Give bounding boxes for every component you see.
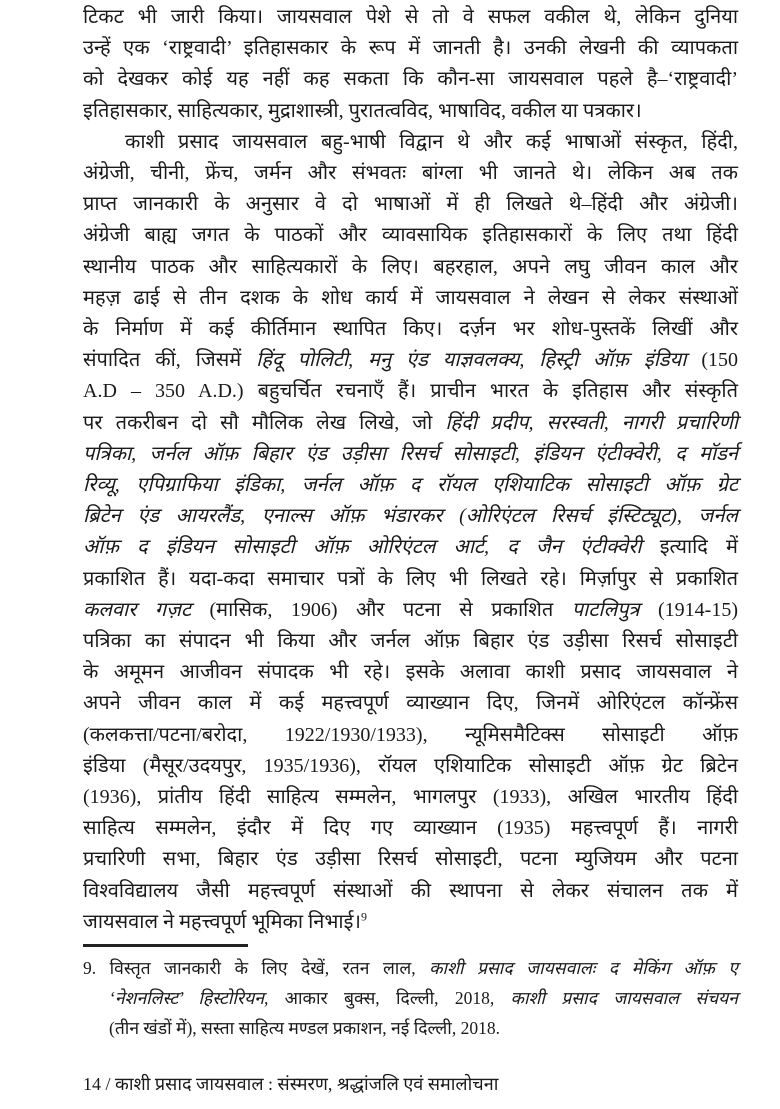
text-run: A.D – 350 A.D.) बहुचर्चित रचनाएँ हैं। प्राचीन भारत के इतिहास और संस्कृति — [83, 380, 738, 403]
paragraph-line — [83, 158, 738, 189]
italic-title-text: ‘नेशनलिस्ट’ हिस्टोरियन, — [109, 988, 269, 1009]
text-run: स्थानीय पाठक और साहित्यकारों के लिए। बहरहाल, अपने लघु जीवन काल और — [83, 255, 738, 278]
italic-title-text: हिंदी प्रदीप, सरस्वती, नागरी प्रचारिणी — [445, 411, 738, 434]
text-run: आकार बुक्स, दिल्ली, 2018, — [268, 988, 511, 1009]
footnote-line — [83, 953, 738, 983]
text-run: को देखकर कोई यह नहीं कह सकता कि कौन-सा जायसवाल पहले है–‘राष्ट्रवादी’ — [83, 68, 738, 91]
paragraph-line — [83, 907, 738, 938]
paragraph-line — [83, 595, 738, 626]
paragraph-line — [83, 33, 738, 64]
paragraph-line — [83, 626, 738, 657]
italic-title-text: पाटलिपुत्र — [571, 598, 640, 621]
paragraph-line — [83, 470, 738, 501]
text-run: टिकट भी जारी किया। जायसवाल पेशे से तो वे सफल वकील थे, लेकिन दुनिया — [83, 6, 738, 28]
paragraph-line — [83, 501, 738, 532]
text-run: के अमूमन आजीवन संपादक भी रहे। इसके अलावा काशी प्रसाद जायसवाल ने — [83, 661, 738, 684]
text-run: इतिहासकार, साहित्यकार, मुद्राशास्त्री, पुरातत्वविद, भाषाविद, वकील या पत्रकार। — [83, 99, 642, 122]
footnote-rule — [83, 944, 248, 947]
italic-title-text: कलवार गज़ट — [83, 598, 192, 621]
footnote-line — [83, 1013, 738, 1043]
text-run: (1936), प्रांतीय हिंदी साहित्य सम्मलेन, भागलपुर (1933), अखिल भारतीय हिंदी — [83, 786, 738, 809]
paragraph-line — [83, 376, 738, 407]
text-run: (मासिक, 1906) और पटना से प्रकाशित — [191, 598, 572, 621]
text-run: पत्रिका का संपादन भी किया और जर्नल ऑफ़ बिहार एंड उड़ीसा रिसर्च सोसाइटी — [83, 630, 738, 653]
text-run: संपादित कीं, जिसमें — [83, 349, 257, 372]
text-run: इत्यादि में — [641, 536, 738, 559]
italic-title-text: रिव्यू, एपिग्राफिया इंडिका, जर्नल ऑफ़ द रॉयल एशियाटिक सोसाइटी ऑफ़ ग्रेट — [83, 474, 738, 497]
italic-title-text: ब्रिटेन एंड आयरलैंड, एनाल्स ऑफ़ भंडारकर (ओरिएंटल रिसर्च इंस्टिट्यूट), जर्नल — [83, 505, 738, 528]
paragraph-line — [83, 532, 738, 563]
page-number: 14 — [83, 1074, 101, 1095]
footnotes — [83, 953, 738, 1043]
text-run: काशी प्रसाद जायसवाल बहु-भाषी विद्वान थे और कई भाषाओं संस्कृत, हिंदी, — [125, 130, 738, 153]
paragraph-line — [83, 657, 738, 688]
text-run: (1914-15) — [639, 598, 738, 621]
text-run: अपने जीवन काल में कई महत्त्वपूर्ण व्याख्यान दिए, जिनमें ओरिएंटल कॉन्फ्रेंस — [83, 692, 738, 715]
running-title: काशी प्रसाद जायसवाल : संस्मरण, श्रद्धांजलि एवं समालोचना — [115, 1074, 499, 1095]
paragraph-line — [83, 127, 738, 158]
text-run: प्राप्त जानकारी के अनुसार वे दो भाषाओं में ही लिखते थे–हिंदी और अंग्रेजी। — [83, 193, 738, 216]
text-run: महज़ ढाई से तीन दशक के शोध कार्य में जायसवाल ने लेखन से लेकर संस्थाओं — [83, 286, 738, 309]
paragraph-line — [83, 64, 738, 95]
footnote-line — [83, 983, 738, 1013]
text-run: (कलकत्ता/पटना/बरोदा, 1922/1930/1933), न्यूमिसमैटिक्स सोसाइटी ऑफ़ — [83, 723, 738, 746]
italic-title-text: पत्रिका, जर्नल ऑफ़ बिहार एंड उड़ीसा रिसर्च सोसाइटी, इंडियन एंटीक्वेरी, द मॉडर्न — [83, 442, 738, 465]
paragraph-line — [83, 751, 738, 782]
paragraph-line — [83, 189, 738, 220]
text-run: (तीन खंडों में), सस्ता साहित्य मण्डल प्रकाशन, नई दिल्ली, 2018. — [109, 1018, 500, 1039]
text-run: 9. विस्तृत जानकारी के लिए देखें, रतन लाल, — [83, 958, 430, 979]
text-run: जायसवाल ने महत्त्वपूर्ण भूमिका निभाई। — [83, 910, 361, 933]
paragraph-line — [83, 688, 738, 719]
body-text — [83, 2, 738, 938]
paragraph-line — [83, 844, 738, 875]
text-run: के निर्माण में कई कीर्तिमान स्थापित किए। दर्ज़न भर शोध-पुस्तकें लिखीं और — [83, 318, 738, 341]
paragraph-line — [83, 2, 738, 33]
footer-separator: / — [101, 1074, 116, 1095]
text-run: अंग्रेजी, चीनी, फ्रेंच, जर्मन और संभवतः बांग्ला भी जानते थे। लेकिन अब तक — [83, 162, 738, 185]
paragraph-line — [83, 720, 738, 751]
paragraph-line — [83, 314, 738, 345]
text-run: प्रचारिणी सभा, बिहार एंड उड़ीसा रिसर्च सोसाइटी, पटना म्युजियम और पटना — [83, 848, 738, 871]
italic-title-text: ऑफ़ द इंडियन सोसाइटी ऑफ़ ओरिएंटल आर्ट, द जैन एंटीक्वेरी — [83, 536, 642, 559]
italic-title-text: हिंदू पोलिटी, मनु एंड याज्ञवलक्य, हिस्ट्री ऑफ़ इंडिया — [256, 349, 687, 372]
page-footer — [83, 1069, 738, 1099]
paragraph-line — [83, 813, 738, 844]
text-run: इंडिया (मैसूर/उदयपुर, 1935/1936), रॉयल एशियाटिक सोसाइटी ऑफ़ ग्रेट ब्रिटेन — [83, 754, 738, 777]
text-run: पर तकरीबन दो सौ मौलिक लेख लिखे, जो — [83, 411, 446, 434]
italic-title-text: काशी प्रसाद जायसवालः द मेकिंग ऑफ़ ए — [429, 958, 738, 979]
footnote-reference: 9 — [361, 909, 367, 924]
paragraph-line — [83, 564, 738, 595]
text-run: प्रकाशित हैं। यदा-कदा समाचार पत्रों के लिए भी लिखते रहे। मिर्ज़ापुर से प्रकाशित — [83, 567, 738, 590]
paragraph-line — [83, 220, 738, 251]
paragraph-line — [83, 876, 738, 907]
paragraph-line — [83, 96, 738, 127]
paragraph-line — [83, 345, 738, 376]
text-run: अंग्रेजी बाह्य जगत के पाठकों और व्यावसायिक इतिहासकारों के लिए तथा हिंदी — [83, 224, 738, 247]
paragraph-line — [83, 252, 738, 283]
text-run: उन्हें एक ‘राष्ट्रवादी’ इतिहासकार के रूप में जानती है। उनकी लेखनी की व्यापकता — [83, 37, 738, 60]
paragraph-line — [83, 439, 738, 470]
text-run: विश्वविद्यालय जैसी महत्त्वपूर्ण संस्थाओं की स्थापना से लेकर संचालन तक में — [83, 879, 738, 902]
paragraph-line — [83, 408, 738, 439]
text-run: साहित्य सम्मलेन, इंदौर में दिए गए व्याख्यान (1935) महत्त्वपूर्ण हैं। नागरी — [83, 817, 738, 840]
paragraph-line — [83, 782, 738, 813]
italic-title-text: काशी प्रसाद जायसवाल संचयन — [510, 988, 738, 1009]
text-run: (150 — [686, 349, 738, 372]
paragraph-line — [83, 283, 738, 314]
